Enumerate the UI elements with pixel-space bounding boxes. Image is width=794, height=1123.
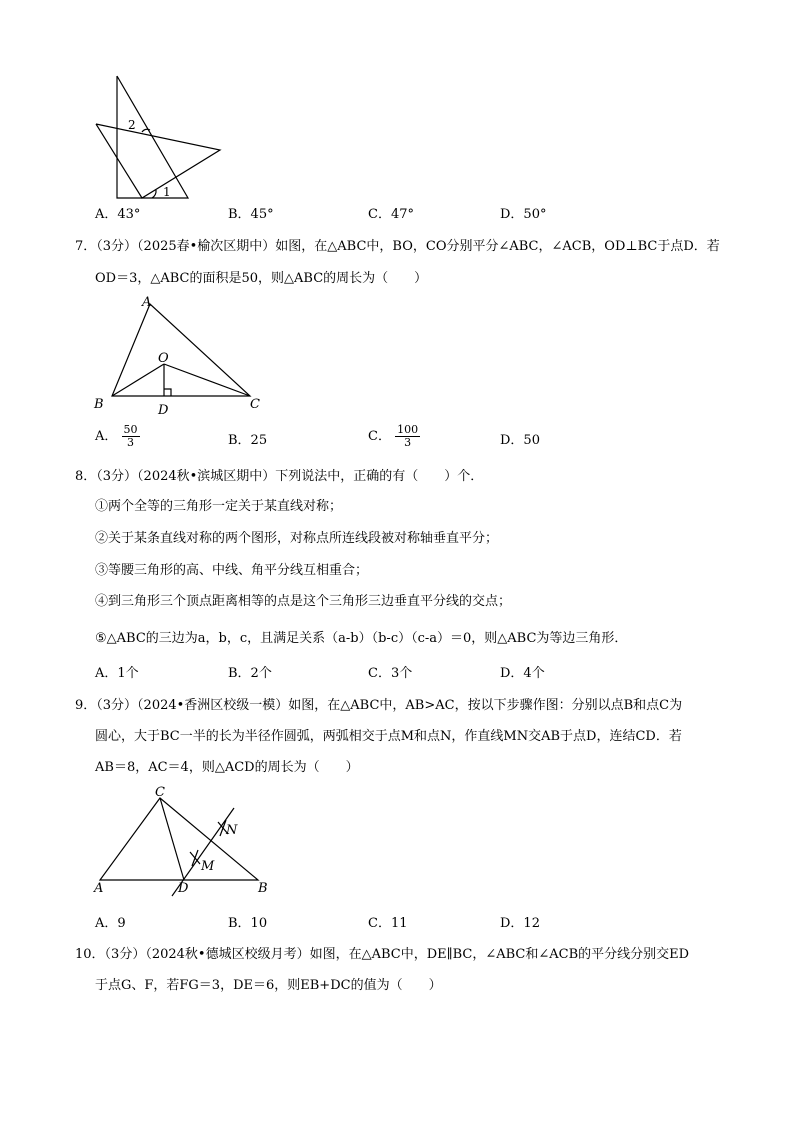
q6-triangle-1: [117, 76, 188, 198]
q8-option-d[interactable]: D．4个: [500, 666, 545, 681]
q7-right-angle-mark: [164, 389, 171, 396]
q9-segment-cd: [160, 798, 184, 880]
q9-label-n: N: [226, 823, 238, 838]
q9-option-a[interactable]: A．9: [95, 916, 126, 931]
q7-label-b: B: [94, 397, 104, 412]
q9-option-b[interactable]: B．10: [228, 916, 268, 931]
q7-option-a-prefix: A．: [95, 429, 118, 444]
q9-label-a: A: [94, 881, 104, 896]
q8-item-2: ②关于某条直线对称的两个图形，对称点所连线段被对称轴垂直平分；: [95, 531, 499, 546]
q7-stem-line1: 7．（3分）（2025春•榆次区期中）如图，在△ABC中，BO，CO分别平分∠ABC，∠ACB，OD⊥BC于点D．若: [75, 239, 720, 254]
q9-label-d: D: [178, 881, 189, 896]
q6-figure: [90, 72, 230, 204]
q9-stem-line3: AB＝8，AC＝4，则△ACD的周长为（ ）: [95, 760, 359, 775]
q7-segment-co: [164, 364, 250, 396]
q7-label-c: C: [250, 397, 260, 412]
q7-segment-bo: [112, 364, 164, 396]
q8-stem-line1: 8．（3分）（2024秋•滨城区期中）下列说法中，正确的有（ ）个．: [75, 469, 484, 484]
q9-stem-line2: 圆心，大于BC一半的长为半径作圆弧，两弧相交于点M和点N，作直线MN交AB于点D，连结CD．若: [95, 729, 682, 744]
q6-option-d[interactable]: D．50°: [500, 207, 547, 222]
q7-label-o: O: [158, 351, 169, 366]
q9-stem-line1: 9．（3分）（2024•香洲区校级一模）如图，在△ABC中，AB>AC，按以下步骤作图：分别以点B和点C为: [75, 698, 683, 713]
q6-option-c[interactable]: C．47°: [368, 207, 414, 222]
q6-angle1-label: 1: [163, 185, 171, 199]
q10-stem-line1: 10．（3分）（2024秋•德城区校级月考）如图，在△ABC中，DE∥BC，∠ABC和∠ACB的平分线分别交ED: [75, 947, 690, 962]
q7-label-d: D: [158, 403, 169, 418]
q7-option-c[interactable]: [368, 424, 420, 449]
q7-option-c-denominator: 3: [404, 436, 412, 449]
q10-stem-line2: 于点G、F，若FG＝3，DE＝6，则EB+DC的值为（ ）: [95, 978, 442, 993]
q7-option-a[interactable]: [95, 424, 140, 449]
q7-option-c-numerator: 100: [397, 423, 419, 436]
q7-option-c-prefix: C．: [368, 429, 391, 444]
q8-item-3: ③等腰三角形的高、中线、角平分线互相重合；: [95, 563, 369, 578]
q7-stem-line2: OD＝3，△ABC的面积是50，则△ABC的周长为（ ）: [95, 271, 428, 286]
q8-option-c[interactable]: C．3个: [368, 666, 413, 681]
q8-option-b[interactable]: B．2个: [228, 666, 272, 681]
q7-label-a: A: [142, 295, 152, 310]
q8-option-a[interactable]: A．1个: [95, 666, 139, 681]
q6-angle2-label: 2: [128, 118, 136, 132]
q8-item-4: ④到三角形三个顶点距离相等的点是这个三角形三边垂直平分线的交点；: [95, 594, 512, 609]
q6-triangle-2: [96, 124, 220, 198]
q9-option-d[interactable]: D．12: [500, 916, 540, 931]
q9-label-m: M: [201, 859, 215, 874]
q7-option-a-numerator: 50: [123, 423, 138, 436]
q7-option-c-fraction: [395, 424, 420, 449]
q6-option-a[interactable]: A．43°: [95, 207, 141, 222]
q7-option-d[interactable]: D．50: [500, 433, 540, 448]
q6-option-b[interactable]: B．45°: [228, 207, 274, 222]
q8-item-1: ①两个全等的三角形一定关于某直线对称；: [95, 499, 343, 514]
q7-option-a-fraction: [122, 424, 140, 449]
q7-figure: [90, 292, 270, 420]
q9-triangle-abc: [100, 798, 258, 880]
q9-option-c[interactable]: C．11: [368, 916, 408, 931]
q9-figure: [90, 782, 280, 900]
q8-item-5: ⑤△ABC的三边为a，b，c，且满足关系（a-b）（b-c）（c-a）＝0，则△ABC为等边三角形．: [95, 631, 628, 646]
q9-label-b: B: [258, 881, 268, 896]
q7-triangle-abc: [112, 304, 250, 396]
q9-label-c: C: [155, 785, 165, 800]
q7-option-a-denominator: 3: [127, 436, 135, 449]
q7-option-b[interactable]: B．25: [228, 433, 268, 448]
